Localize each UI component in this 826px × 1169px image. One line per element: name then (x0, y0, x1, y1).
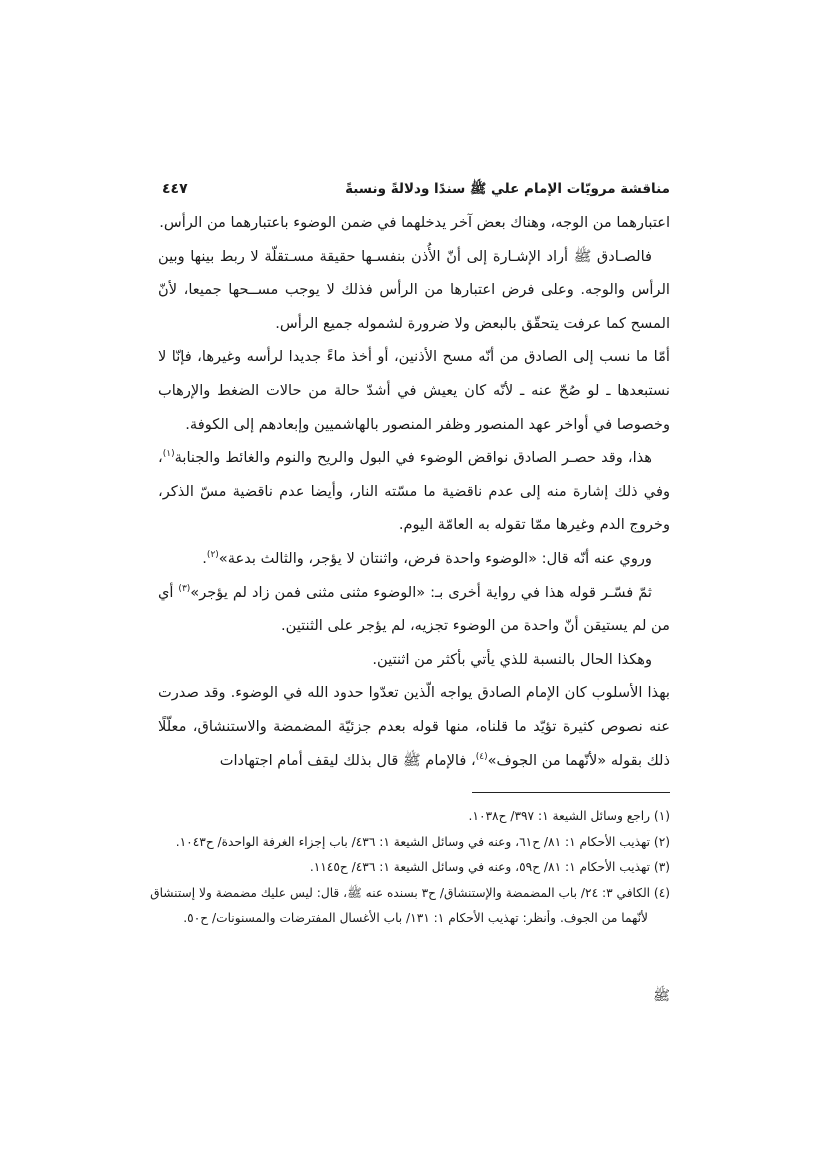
footnote-continuation: لأنّهما من الجوف. وأنظر: تهذيب الأحكام ١: ١٣١/ باب الأغسال المفترضات والمسنونات/ ح٥٠. (183, 911, 648, 925)
footnotes (150, 804, 670, 932)
footnote-separator (472, 792, 670, 793)
footnote-ref: (٢) (206, 550, 219, 561)
paragraph: أمّا ما نسب إلى الصادق من أنّه مسح الأذنين، أو أخذ ماءً جديدا لرأسه وغيرها، فإنّا لا نستبعدها ـ لو صُحّ عنه ـ لأنّه كان يعيش في أشدّ حالة من حالات الضغط والإرهاب وخصوصا في أواخر عهد المنصور وظفر المنصور بالهاشميين وإبعادهم إلى الكوفة. (158, 348, 670, 433)
footnote: (١) راجع وسائل الشيعة ١: ٣٩٧/ ح١٠٣٨. (468, 809, 670, 823)
paragraph: وهكذا الحال بالنسبة للذي يأتي بأكثر من اثنتين. (372, 650, 652, 668)
footnote-ref: (١) (162, 449, 175, 460)
main-text (158, 206, 670, 777)
paragraph: هذا، وقد حصـر الصادق نواقض الوضوء في البول والريح والنوم والغائط والجنابة$^{(١)}$، وفي ذلك إشارة منه إلى عدم ناقضية ما مسّته النار، وأيضا عدم ناقضية مسّ الذكر، وخروج الدم وغيرها ممّا تقوله به العامّة اليوم. (158, 449, 670, 534)
paragraph: اعتبارهما من الوجه، وهناك بعض آخر يدخلهما في ضمن الوضوء باعتبارهما من الرأس. (159, 214, 670, 231)
book-page (150, 178, 670, 1078)
page-number: ٤٤٧ (162, 181, 188, 197)
footnote-ref: (٤) (475, 751, 488, 762)
paragraph: وروي عنه أنّه قال: «الوضوء واحدة فرض، واثنتان لا يؤجر، والثالث بدعة»$^{(٢)}$. (202, 549, 652, 567)
running-header (158, 178, 670, 200)
footnote: (٤) الكافي ٣: ٢٤/ باب المضمضة والإستنشاق/ ح٣ بسنده عنه ﷺ، قال: ليس عليك مضمضة ولا إستنشاق (150, 885, 670, 900)
footnote: (٣) تهذيب الأحكام ١: ٨١/ ح٥٩، وعنه في وسائل الشيعة ١: ٤٣٦/ ح١١٤٥. (309, 860, 670, 874)
footnote: (٢) تهذيب الأحكام ١: ٨١/ ح٦١، وعنه في وسائل الشيعة ١: ٤٣٦/ باب إجزاء الغرفة الواحدة/ ح١٠٤٣. (175, 834, 670, 849)
paragraph: بهذا الأسلوب كان الإمام الصادق يواجه الّذين تعدّوا حدود الله في الوضوء. وقد صدرت عنه نصوص كثيرة تؤيّد ما قلناه، منها قوله بعدم جزئيّة المضمضة والاستنشاق، معلّلًا ذلك بقوله «لأنّهما من الجوف»$^{(٤)}$، فالإمام ﷺ قال بذلك ليقف أمام اجتهادات (158, 684, 670, 769)
paragraph: ثمّ فسّـر قوله هذا في رواية أخرى بـ: «الوضوء مثنى مثنى فمن زاد لم يؤجر»$^{(٣)}$ أي من لم يستيقن أنّ واحدة من الوضوء تجزيه، لم يؤجر على الثنتين. (158, 583, 670, 635)
page-ornament: ﷺ (653, 988, 670, 1004)
running-title: مناقشة مرويّات الإمام علي ﷺ سندًا ودلالةً ونسبةً (345, 181, 670, 197)
footnote-ref: (٣) (178, 583, 191, 594)
paragraph: فالصـادق ﷺ أراد الإشـارة إلى أنّ الأُذن بنفسـها حقيقة مسـتقلّة لا ربط بينها وبين الرأس والوجه. وعلى فرض اعتبارها من الرأس فذلك لا يوجب مســحها جميعا، لأنّ المسح كما عرفت يتحقّق بالبعض ولا ضرورة لشموله جميع الرأس. (158, 247, 670, 332)
